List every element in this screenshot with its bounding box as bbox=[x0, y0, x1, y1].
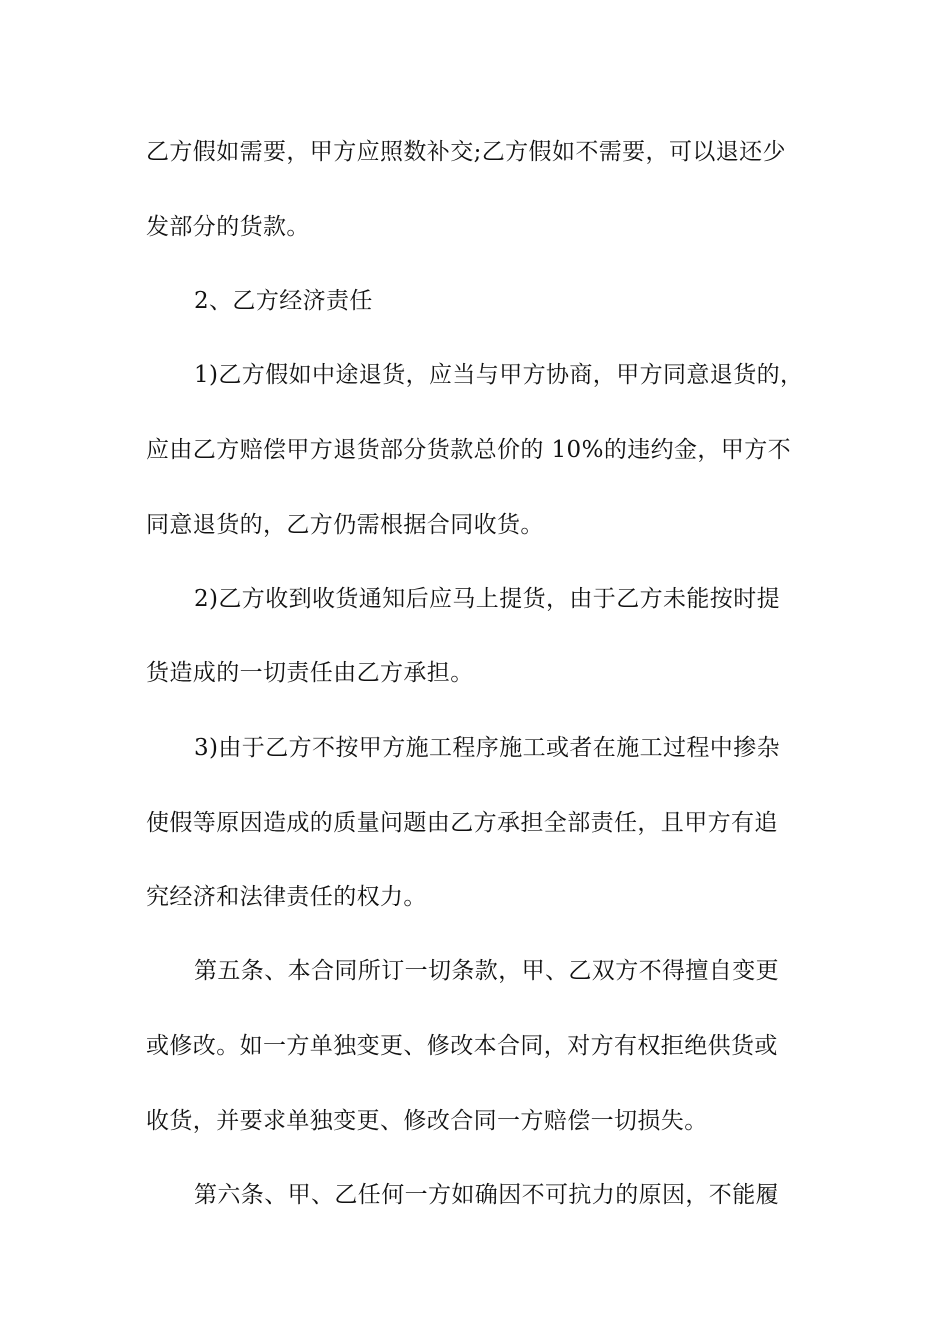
text-line: 货造成的一切责任由乙方承担。 bbox=[146, 660, 474, 686]
text-line: 或修改。如一方单独变更、修改本合同，对方有权拒绝供货或 bbox=[146, 1033, 778, 1059]
text-line: 3)由于乙方不按甲方施工程序施工或者在施工过程中掺杂 bbox=[194, 735, 781, 761]
text-line: 乙方假如需要，甲方应照数补交;乙方假如不需要，可以退还少 bbox=[146, 139, 786, 165]
article-line: 第五条、本合同所订一切条款，甲、乙双方不得擅自变更 bbox=[194, 958, 779, 984]
section-heading: 2、乙方经济责任 bbox=[194, 288, 373, 314]
text-line: 收货，并要求单独变更、修改合同一方赔偿一切损失。 bbox=[146, 1108, 708, 1134]
text-line: 应由乙方赔偿甲方退货部分货款总价的 10%的违约金，甲方不 bbox=[146, 437, 792, 463]
article-line: 第六条、甲、乙任何一方如确因不可抗力的原因，不能履 bbox=[194, 1182, 779, 1208]
text-line: 1)乙方假如中途退货，应当与甲方协商，甲方同意退货的， bbox=[194, 362, 804, 388]
text-line: 使假等原因造成的质量问题由乙方承担全部责任，且甲方有追 bbox=[146, 810, 778, 836]
text-line: 同意退货的，乙方仍需根据合同收货。 bbox=[146, 512, 544, 538]
text-line: 究经济和法律责任的权力。 bbox=[146, 884, 427, 910]
text-line: 发部分的货款。 bbox=[146, 214, 310, 240]
text-line: 2)乙方收到收货通知后应马上提货，由于乙方未能按时提 bbox=[194, 586, 781, 612]
